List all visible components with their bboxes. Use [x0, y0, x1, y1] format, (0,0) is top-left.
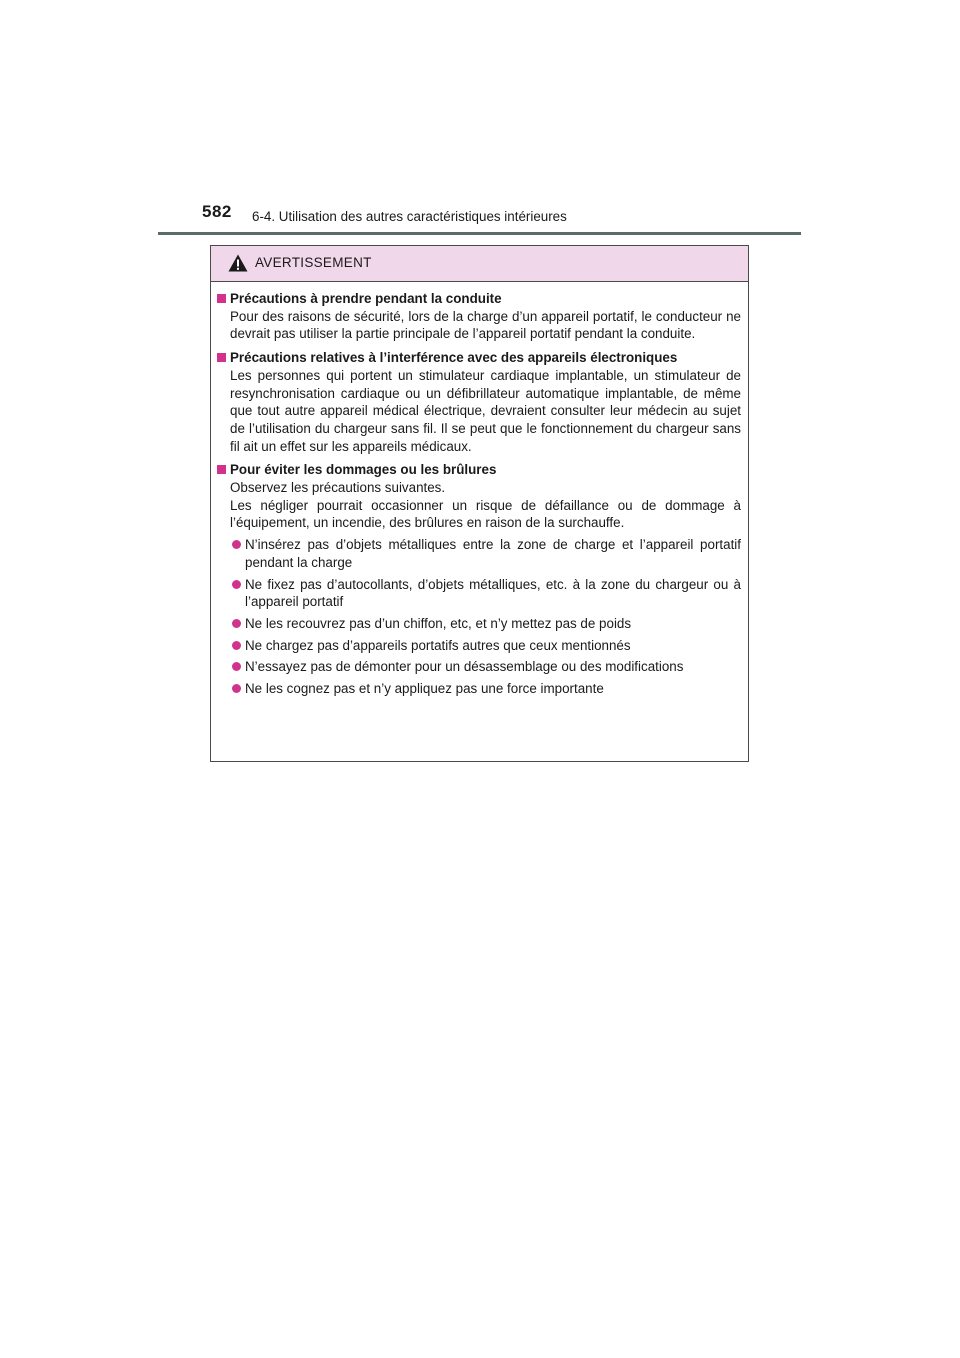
bullet-list [217, 536, 741, 698]
list-item [230, 536, 741, 571]
warning-triangle-icon [228, 254, 248, 272]
paragraph-text: Les personnes qui portent un stimulateur cardiaque implantable, un stimulateur de resynchronisation cardiaque ou un défibrillateur automatique implantable, de même que tout autre appareil médical électrique, devraient consulter leur médecin au sujet de l’utilisation du chargeur sans fil. Il se peut que le fonctionnement du chargeur sans fil ait un effet sur les appareils médicaux. [230, 367, 741, 454]
warning-box [210, 245, 749, 762]
list-item-text: N’insérez pas d’objets métalliques entre la zone de charge et l’appareil portatif pendant la charge [245, 537, 741, 570]
list-item [230, 658, 741, 676]
page-number: 582 [202, 202, 232, 221]
header-rule [158, 232, 801, 235]
paragraph-intro: Observez les précautions suivantes. [230, 480, 446, 496]
section-title: 6-4. Utilisation des autres caractéristiques intérieures [252, 209, 567, 224]
list-item [230, 637, 741, 655]
round-bullet-icon [232, 684, 241, 693]
square-bullet-icon [217, 465, 226, 474]
list-item-text: Ne chargez pas d’appareils portatifs autres que ceux mentionnés [245, 637, 631, 653]
list-item [230, 615, 741, 633]
square-bullet-icon [217, 353, 226, 362]
list-item [230, 680, 741, 698]
warning-header [211, 246, 748, 282]
round-bullet-icon [232, 619, 241, 628]
warning-label: AVERTISSEMENT [255, 255, 372, 270]
round-bullet-icon [232, 662, 241, 671]
round-bullet-icon [232, 540, 241, 549]
section-title-text: Précautions à prendre pendant la conduite [230, 291, 502, 306]
section-paragraph [217, 367, 741, 456]
warning-body [211, 282, 748, 702]
section-heading [217, 349, 741, 367]
section-paragraph [217, 479, 741, 532]
round-bullet-icon [232, 580, 241, 589]
paragraph-text: Pour des raisons de sécurité, lors de la charge d’un appareil portatif, le conducteur ne devrait pas utiliser la partie principale de l’appareil portatif pendant la conduite. [230, 308, 741, 342]
round-bullet-icon [232, 641, 241, 650]
list-item-text: N’essayez pas de démonter pour un désassemblage ou des modifications [245, 659, 684, 675]
section-heading [217, 290, 741, 308]
list-item-text: Ne les cognez pas et n’y appliquez pas une force importante [245, 681, 604, 697]
list-item [230, 576, 741, 611]
paragraph-text: Les négliger pourrait occasionner un risque de défaillance ou de dommage à l’équipement, un incendie, des brûlures en raison de la surchauffe. [230, 497, 741, 531]
section-title-text: Pour éviter les dommages ou les brûlures [230, 462, 497, 478]
section-paragraph [217, 308, 741, 343]
list-item-text: Ne les recouvrez pas d’un chiffon, etc, et n’y mettez pas de poids [245, 615, 632, 631]
section-heading [217, 461, 741, 479]
section-title-text: Précautions relatives à l’interférence avec des appareils électroniques [230, 350, 678, 366]
square-bullet-icon [217, 294, 226, 303]
list-item-text: Ne fixez pas d’autocollants, d’objets métalliques, etc. à la zone du chargeur ou à l’appareil portatif [245, 576, 741, 610]
